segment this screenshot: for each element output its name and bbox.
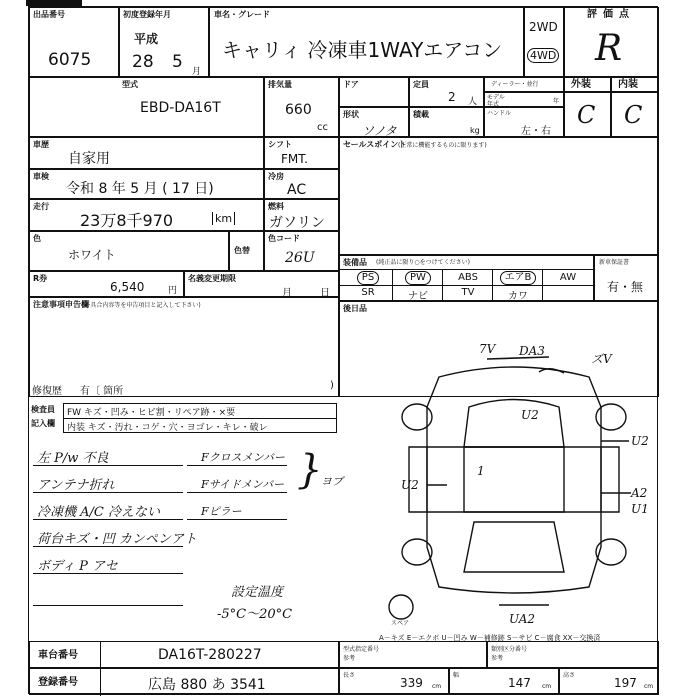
equip-tv: TV	[461, 287, 475, 298]
new-car-warranty-cell	[594, 255, 659, 301]
notes-label: 注意事項申告欄	[33, 300, 89, 309]
fuel-cell	[264, 199, 339, 231]
postfit-label: 後日品	[343, 304, 367, 313]
cert-ref-cell	[339, 641, 487, 668]
exterior-value: C	[577, 101, 596, 129]
repair-bracket: )	[330, 380, 334, 391]
equipment-label: 装備品	[343, 258, 367, 267]
length-label: 長さ	[343, 672, 356, 679]
lot-number-cell	[29, 7, 119, 77]
exterior-value-cell	[564, 92, 611, 137]
handle-label: ハンドル	[487, 110, 512, 117]
capacity-cell	[409, 77, 484, 107]
color-code-label: 色コード	[268, 234, 300, 243]
fuel-label: 燃料	[268, 202, 284, 211]
chassis-value: DA16T-280227	[158, 647, 262, 663]
mark-zv: ズV	[591, 352, 612, 366]
note-4: 荷台キズ・凹 カンペンアト	[37, 532, 197, 547]
shift-cell	[264, 137, 339, 169]
equip-abs: ABS	[458, 272, 478, 283]
drive-4wd-circled: 4WD	[527, 48, 559, 63]
new-car-warranty-label: 新車保証書	[599, 259, 630, 266]
handle-value: 左・右	[521, 126, 551, 137]
aircon-value: AC	[287, 182, 307, 198]
inspector-label-2: 記入欄	[31, 419, 55, 428]
model-code-value: EBD-DA16T	[140, 100, 221, 116]
notes-cell	[29, 297, 339, 397]
auction-sheet	[28, 6, 658, 694]
lot-number-label: 出品番号	[33, 10, 65, 19]
sales-point-label: セールスポイント	[343, 140, 407, 149]
score-label: 評価点	[587, 9, 635, 20]
dealer-cell	[484, 77, 564, 92]
load-unit: kg	[470, 126, 480, 135]
note-5: ボディ P アセ	[37, 559, 118, 574]
width-cell	[449, 668, 559, 695]
aircon-label: 冷房	[268, 172, 284, 181]
model-grade-label: 車名・グレード	[214, 10, 270, 19]
score-cell	[564, 7, 659, 77]
notes-sub: (不具合内容等を申告項目と記入して下さい)	[82, 302, 201, 309]
color-code-cell	[264, 231, 339, 271]
capacity-label: 定員	[413, 80, 429, 89]
drive-2wd: 2WD	[529, 20, 558, 34]
cert-ref-sub: 参考	[343, 655, 356, 662]
name-change-label: 名義変更期限	[188, 274, 236, 283]
mileage-value: 23万8千970	[80, 211, 174, 230]
inspector-row-2: 内装 キズ・汚れ・コゲ・穴・ヨゴレ・キレ・破レ	[67, 423, 268, 433]
equipment-sub: (純正品に限り○をつけてください)	[376, 259, 470, 266]
interior-label: 内装	[618, 79, 638, 90]
mark-u1: U1	[631, 502, 649, 516]
repair-value: 有〔 箇所	[80, 386, 124, 397]
new-car-warranty-value: 有・無	[607, 280, 644, 294]
aircon-cell	[264, 169, 339, 199]
note-right-4: ヨブ	[321, 475, 343, 488]
exterior-label: 外装	[571, 79, 591, 90]
first-registration-cell	[119, 7, 209, 77]
body-shape-cell	[339, 107, 409, 137]
equip-pw: PW	[405, 271, 431, 285]
load-label: 積載	[413, 110, 429, 119]
mark-1: 1	[477, 464, 485, 478]
width-value: 147	[508, 676, 531, 690]
mark-7v: 7V	[479, 342, 496, 356]
model-year-label: モデル年式	[487, 94, 505, 108]
model-year-cell	[484, 92, 564, 107]
model-year-unit: 年	[553, 98, 560, 105]
interior-value-cell	[611, 92, 659, 137]
note-2: アンテナ折れ	[37, 478, 115, 493]
damage-legend: A－キズ E－エクボ U－凹み W－補修跡 S－サビ C－腐食 XX－交換済	[379, 634, 601, 642]
exterior-label-cell	[564, 77, 611, 92]
width-label: 幅	[453, 672, 460, 679]
displacement-label: 排気量	[268, 80, 292, 89]
model-grade-cell	[209, 7, 524, 77]
displacement-unit: cc	[317, 122, 328, 133]
class-ref-label: 類別区分番号	[491, 646, 528, 653]
recycle-value: 6,540	[110, 280, 145, 294]
score-value: R	[595, 28, 623, 69]
inspection-value: 令和 8 年 5 月 ( 17 日)	[66, 181, 214, 197]
mark-u2-right: U2	[631, 434, 649, 448]
recycle-unit: 円	[168, 286, 178, 296]
equip-navi: ナビ	[408, 291, 428, 302]
inspector-row-1: FW キズ・凹み・ヒビ割・リペア跡・×要	[67, 408, 236, 418]
mileage-unit: km	[212, 212, 235, 225]
color-cell	[29, 231, 229, 271]
history-cell	[29, 137, 264, 169]
shift-value: FMT.	[281, 152, 308, 166]
mark-a2: A2	[631, 486, 648, 500]
color-change-label: 色替	[234, 246, 250, 255]
note-3: 冷凍機 A/C 冷えない	[37, 505, 160, 520]
sales-point-sub: (正常に機能するものに限ります)	[398, 142, 487, 149]
lot-number-value: 6075	[48, 50, 92, 70]
inspection-label: 車検	[33, 172, 49, 181]
capacity-unit: 人	[468, 97, 478, 107]
displacement-cell	[264, 77, 339, 137]
height-unit: cm	[644, 683, 654, 690]
fuel-value: ガソリン	[269, 215, 325, 231]
displacement-value: 660	[285, 102, 312, 118]
inspector-label-1: 検査員	[31, 405, 55, 414]
drive-type-cell	[524, 7, 564, 77]
spare-label: スペア	[391, 620, 410, 627]
class-ref-sub: 参考	[491, 655, 504, 662]
length-value: 339	[400, 676, 423, 690]
first-registration-month: 5	[172, 52, 183, 72]
month-unit: 月	[192, 67, 202, 77]
repair-label: 修復歴	[32, 386, 62, 397]
interior-label-cell	[611, 77, 659, 92]
plate-label: 登録番号	[38, 677, 78, 688]
inspector-check-cell	[29, 401, 339, 435]
first-registration-label: 初度登録年月	[123, 10, 171, 19]
class-ref-cell	[487, 641, 659, 668]
temperature-title: 設定温度	[231, 585, 284, 600]
equipment-cell	[339, 255, 594, 301]
sales-point-cell	[339, 137, 659, 255]
handwritten-notes-area	[29, 437, 359, 627]
mileage-cell	[29, 199, 264, 231]
model-code-cell	[29, 77, 264, 137]
color-change-cell	[229, 231, 264, 271]
color-code-value: 26U	[285, 250, 315, 266]
equip-ps: PS	[357, 271, 379, 285]
name-change-day: 日	[320, 288, 330, 299]
note-1: 左 P/w 不良	[37, 451, 109, 466]
equip-leather: カワ	[508, 291, 528, 302]
load-cell	[409, 107, 484, 137]
note-right-1: Fクロスメンバー	[201, 451, 285, 464]
color-label: 色	[33, 234, 41, 243]
mark-da3: DA3	[519, 344, 545, 358]
color-value: ホワイト	[68, 248, 116, 262]
vehicle-damage-diagram	[369, 337, 659, 627]
name-change-cell	[184, 271, 339, 297]
plate-value: 広島 880 あ 3541	[148, 677, 266, 693]
temperature-value: -5°C～20°C	[217, 607, 293, 622]
shift-label: シフト	[268, 140, 292, 149]
length-unit: cm	[432, 683, 442, 690]
history-label: 車歴	[33, 140, 49, 149]
inspection-cell	[29, 169, 264, 199]
note-right-3: Fピラー	[201, 505, 242, 518]
chassis-label: 車台番号	[38, 650, 78, 661]
first-registration-year: 28	[132, 52, 154, 72]
equip-sr: SR	[361, 287, 375, 298]
chassis-cell	[29, 641, 339, 668]
model-code-label: 型式	[122, 80, 138, 89]
mark-u2-roof: U2	[521, 408, 539, 422]
model-grade-value: キャリィ 冷凍車1WAYエアコン	[222, 38, 503, 62]
mark-u2-left: U2	[401, 478, 419, 492]
plate-cell	[29, 668, 339, 695]
dealer-label: ディーラー・並行	[491, 81, 539, 88]
mileage-label: 走行	[33, 202, 49, 211]
capacity-value: 2	[448, 90, 456, 104]
cert-ref-label: 型式指定番号	[343, 646, 380, 653]
recycle-cell	[29, 271, 184, 297]
doors-label: ドア	[343, 80, 359, 89]
height-cell	[559, 668, 659, 695]
equip-airbag: エアB	[500, 271, 537, 285]
height-label: 高さ	[563, 672, 576, 679]
handle-cell	[484, 107, 564, 137]
height-value: 197	[614, 676, 637, 690]
doors-cell	[339, 77, 409, 107]
equip-aw: AW	[559, 272, 577, 283]
note-right-2: Fサイドメンバー	[201, 478, 284, 491]
name-change-month: 月	[282, 288, 292, 299]
history-value: 自家用	[68, 151, 110, 167]
first-registration-era: 平成	[134, 32, 159, 46]
mark-ua2: UA2	[509, 612, 536, 626]
width-unit: cm	[542, 683, 552, 690]
recycle-label: R券	[33, 274, 48, 283]
length-cell	[339, 668, 449, 695]
body-shape-value: ソノタ	[362, 124, 397, 138]
interior-value: C	[624, 101, 643, 129]
body-shape-label: 形状	[343, 110, 359, 119]
bracket-mark: }	[297, 447, 323, 493]
